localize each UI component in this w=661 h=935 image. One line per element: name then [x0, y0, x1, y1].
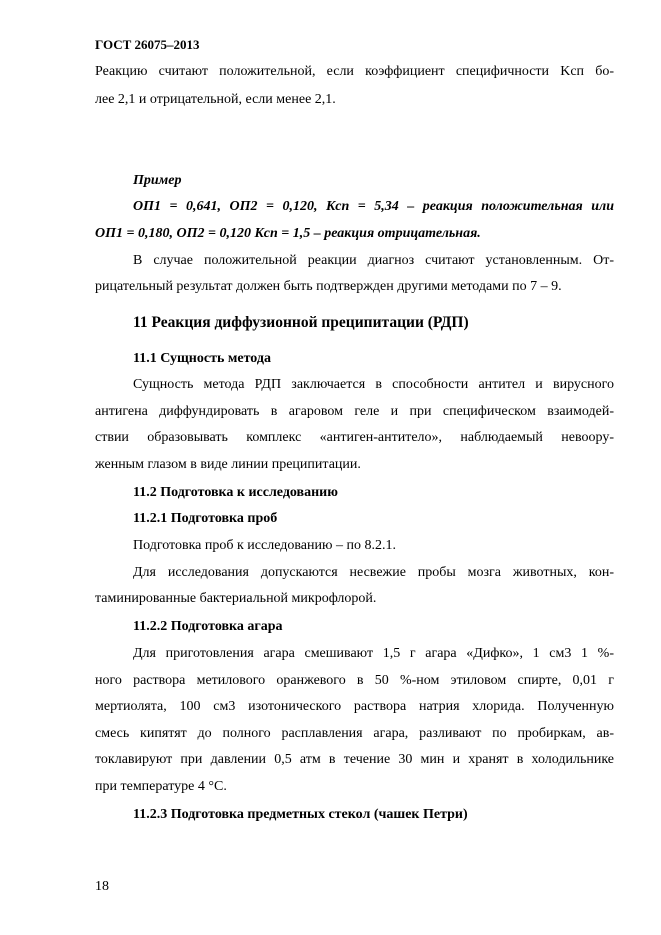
paragraph-line: антигена диффундировать в агаровом геле и при специфическом взаимодей-: [95, 404, 614, 419]
example-title: Пример: [133, 173, 182, 188]
paragraph-line: при температуре 4 °С.: [95, 779, 227, 794]
subsection-heading: 11.2 Подготовка к исследованию: [133, 485, 338, 500]
paragraph-line: ного раствора метилового оранжевого в 50 %-ном этиловом спирте, 0,01 г: [95, 673, 614, 688]
subsection-heading: 11.1 Сущность метода: [133, 351, 271, 366]
paragraph-line: мертиолята, 100 см3 изотонического раствора натрия хлорида. Полученную: [95, 699, 614, 714]
document-header: ГОСТ 26075–2013: [95, 37, 200, 52]
paragraph-line: лее 2,1 и отрицательной, если менее 2,1.: [95, 92, 336, 107]
paragraph-line: таминированные бактериальной микрофлорой.: [95, 591, 377, 606]
paragraph-line: Сущность метода РДП заключается в способности антител и вирусного: [133, 377, 614, 392]
paragraph-line: токлавируют при давлении 0,5 атм в течение 30 мин и хранят в холодильнике: [95, 752, 614, 767]
example-line: ОП1 = 0,180, ОП2 = 0,120 Kсп = 1,5 – реакция отрицательная.: [95, 226, 481, 241]
subsection-heading: 11.2.2 Подготовка агара: [133, 619, 283, 634]
paragraph-line: Подготовка проб к исследованию – по 8.2.1.: [133, 538, 396, 553]
subsection-heading: 11.2.3 Подготовка предметных стекол (чашек Петри): [133, 807, 468, 822]
paragraph-line: Реакцию считают положительной, если коэффициент специфичности Kсп бо-: [95, 64, 614, 79]
subsection-heading: 11.2.1 Подготовка проб: [133, 511, 278, 526]
paragraph-line: Для исследования допускаются несвежие пробы мозга животных, кон-: [133, 565, 614, 580]
paragraph-line: Для приготовления агара смешивают 1,5 г агара «Дифко», 1 см3 1 %-: [133, 646, 614, 661]
paragraph-line: рицательный результат должен быть подтвержден другими методами по 7 – 9.: [95, 279, 562, 294]
paragraph-line: В случае положительной реакции диагноз считают установленным. От-: [133, 253, 614, 268]
page-number: 18: [95, 879, 109, 894]
paragraph-line: смесь кипятят до полного расплавления агара, разливают по пробиркам, ав-: [95, 726, 614, 741]
section-heading: 11 Реакция диффузионной преципитации (РДП): [133, 314, 469, 331]
example-line: ОП1 = 0,641, ОП2 = 0,120, Kсп = 5,34 – реакция положительная или: [133, 199, 614, 214]
paragraph-line: ствии образовывать комплекс «антиген-антитело», наблюдаемый невоору-: [95, 430, 614, 445]
paragraph-line: женным глазом в виде линии преципитации.: [95, 457, 361, 472]
